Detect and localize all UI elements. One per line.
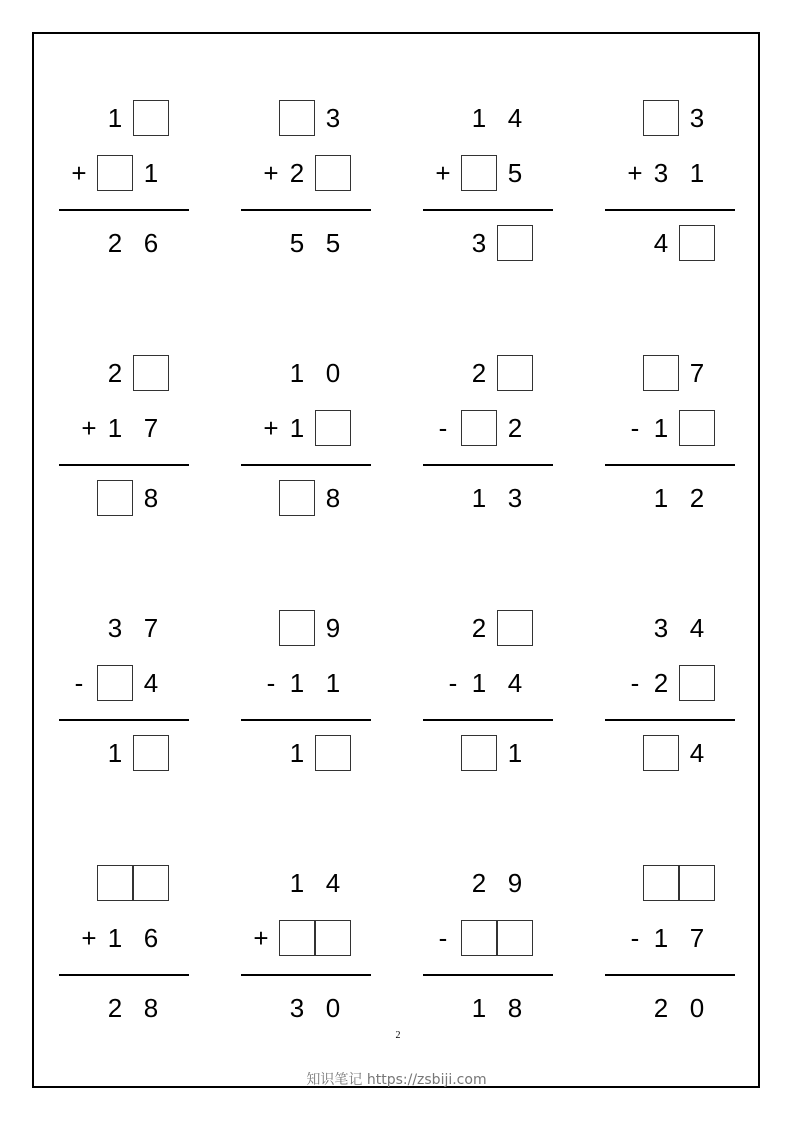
digit: 7 [143,613,159,643]
answer-box[interactable] [461,735,497,771]
operator-sign: + [627,158,643,188]
problem-bot-row [423,480,553,520]
digit: 3 [653,158,669,188]
operator-sign: + [81,413,97,443]
answer-box[interactable] [133,355,169,391]
problem-mid-row [241,920,371,960]
answer-box[interactable] [133,865,169,901]
digit: 0 [325,358,341,388]
problem-bot-row [605,480,735,520]
sum-line [423,464,553,466]
answer-box[interactable] [497,920,533,956]
problem-bot-row [59,990,189,1030]
problem-top-row [605,865,735,905]
answer-box[interactable] [315,155,351,191]
operator-sign: - [448,668,458,698]
digit: 9 [325,613,341,643]
digit: 0 [689,993,705,1023]
digit: 4 [689,613,705,643]
digit: 3 [325,103,341,133]
sum-line [59,719,189,721]
digit: 1 [507,738,523,768]
problem-1 [59,100,189,270]
problem-8 [605,355,735,525]
digit: 6 [143,923,159,953]
digit: 3 [653,613,669,643]
answer-box[interactable] [97,480,133,516]
digit: 8 [507,993,523,1023]
problem-mid-row [241,155,371,195]
problem-15 [423,865,553,1035]
operator-sign: - [438,923,448,953]
problem-mid-row [605,155,735,195]
problem-top-row [423,100,553,140]
problem-mid-row [59,155,189,195]
digit: 3 [507,483,523,513]
problem-bot-row [59,225,189,265]
sum-line [59,974,189,976]
answer-box[interactable] [643,735,679,771]
sum-line [605,974,735,976]
problem-mid-row [423,920,553,960]
digit: 4 [507,103,523,133]
digit: 7 [689,358,705,388]
problem-bot-row [605,735,735,775]
answer-box[interactable] [97,665,133,701]
problem-top-row [241,100,371,140]
answer-box[interactable] [643,100,679,136]
problem-14 [241,865,371,1035]
digit: 0 [325,993,341,1023]
digit: 8 [143,993,159,1023]
digit: 1 [107,923,123,953]
problem-mid-row [423,410,553,450]
sum-line [423,974,553,976]
digit: 1 [471,993,487,1023]
operator-sign: + [81,923,97,953]
digit: 1 [653,483,669,513]
answer-box[interactable] [279,480,315,516]
digit: 6 [143,228,159,258]
digit: 3 [689,103,705,133]
problem-mid-row [59,410,189,450]
operator-sign: - [630,923,640,953]
answer-box[interactable] [461,155,497,191]
digit: 5 [507,158,523,188]
problem-2 [241,100,371,270]
answer-box[interactable] [133,100,169,136]
problem-top-row [605,355,735,395]
digit: 1 [653,923,669,953]
digit: 3 [289,993,305,1023]
digit: 5 [289,228,305,258]
answer-box[interactable] [279,920,315,956]
digit: 1 [289,358,305,388]
answer-box[interactable] [643,355,679,391]
digit: 1 [107,103,123,133]
sum-line [423,719,553,721]
digit: 4 [325,868,341,898]
digit: 2 [507,413,523,443]
problem-mid-row [241,665,371,705]
operator-sign: + [71,158,87,188]
digit: 1 [289,413,305,443]
digit: 8 [143,483,159,513]
problem-bot-row [59,480,189,520]
answer-box[interactable] [97,155,133,191]
problem-mid-row [423,155,553,195]
digit: 2 [653,668,669,698]
operator-sign: + [263,158,279,188]
digit: 9 [507,868,523,898]
digit: 1 [471,668,487,698]
problem-top-row [605,610,735,650]
digit: 5 [325,228,341,258]
answer-box[interactable] [315,735,351,771]
problem-11 [423,610,553,780]
digit: 1 [107,413,123,443]
digit: 1 [471,483,487,513]
problem-top-row [59,865,189,905]
answer-box[interactable] [497,610,533,646]
answer-box[interactable] [315,410,351,446]
answer-box[interactable] [315,920,351,956]
operator-sign: - [438,413,448,443]
problem-9 [59,610,189,780]
answer-box[interactable] [679,225,715,261]
digit: 2 [107,228,123,258]
answer-box[interactable] [643,865,679,901]
sum-line [605,719,735,721]
answer-box[interactable] [97,865,133,901]
digit: 1 [471,103,487,133]
digit: 2 [653,993,669,1023]
answer-box[interactable] [133,735,169,771]
sum-line [241,209,371,211]
problem-top-row [423,865,553,905]
problem-10 [241,610,371,780]
sum-line [241,974,371,976]
digit: 2 [689,483,705,513]
digit: 3 [107,613,123,643]
problem-16 [605,865,735,1035]
problem-top-row [605,100,735,140]
problem-mid-row [59,920,189,960]
problem-top-row [59,610,189,650]
answer-box[interactable] [279,610,315,646]
answer-box[interactable] [497,355,533,391]
digit: 1 [289,868,305,898]
problem-bot-row [241,480,371,520]
sum-line [423,209,553,211]
problem-5 [59,355,189,525]
sum-line [605,209,735,211]
digit: 3 [471,228,487,258]
problem-top-row [241,865,371,905]
problem-3 [423,100,553,270]
digit: 8 [325,483,341,513]
sum-line [59,464,189,466]
problem-6 [241,355,371,525]
sum-line [241,719,371,721]
digit: 1 [325,668,341,698]
problem-7 [423,355,553,525]
problem-mid-row [605,665,735,705]
digit: 2 [471,613,487,643]
digit: 1 [107,738,123,768]
operator-sign: + [435,158,451,188]
problem-4 [605,100,735,270]
problem-bot-row [423,990,553,1030]
problem-top-row [423,610,553,650]
problem-top-row [241,355,371,395]
operator-sign: + [263,413,279,443]
digit: 1 [289,738,305,768]
problem-mid-row [241,410,371,450]
problem-top-row [59,100,189,140]
problem-mid-row [423,665,553,705]
operator-sign: + [253,923,269,953]
problem-bot-row [423,225,553,265]
operator-sign: - [74,668,84,698]
digit: 4 [689,738,705,768]
problem-mid-row [605,410,735,450]
answer-box[interactable] [679,410,715,446]
digit: 7 [689,923,705,953]
digit: 2 [471,358,487,388]
sum-line [605,464,735,466]
digit: 1 [689,158,705,188]
answer-box[interactable] [461,410,497,446]
digit: 2 [107,358,123,388]
problem-13 [59,865,189,1035]
digit: 4 [507,668,523,698]
digit: 1 [289,668,305,698]
sum-line [241,464,371,466]
problem-mid-row [59,665,189,705]
problem-12 [605,610,735,780]
answer-box[interactable] [679,865,715,901]
problem-mid-row [605,920,735,960]
problem-top-row [241,610,371,650]
page-number: 2 [395,1030,401,1041]
digit: 4 [143,668,159,698]
problem-top-row [59,355,189,395]
problem-bot-row [241,990,371,1030]
digit: 1 [143,158,159,188]
operator-sign: - [266,668,276,698]
problem-bot-row [241,225,371,265]
problem-bot-row [59,735,189,775]
answer-box[interactable] [461,920,497,956]
problem-bot-row [241,735,371,775]
problem-bot-row [423,735,553,775]
answer-box[interactable] [279,100,315,136]
operator-sign: - [630,413,640,443]
answer-box[interactable] [679,665,715,701]
digit: 2 [289,158,305,188]
sum-line [59,209,189,211]
digit: 2 [107,993,123,1023]
problem-bot-row [605,990,735,1030]
digit: 4 [653,228,669,258]
answer-box[interactable] [497,225,533,261]
digit: 7 [143,413,159,443]
problem-bot-row [605,225,735,265]
digit: 1 [653,413,669,443]
digit: 2 [471,868,487,898]
footer-watermark: 知识笔记 https://zsbiji.com [306,1072,487,1088]
problem-top-row [423,355,553,395]
operator-sign: - [630,668,640,698]
